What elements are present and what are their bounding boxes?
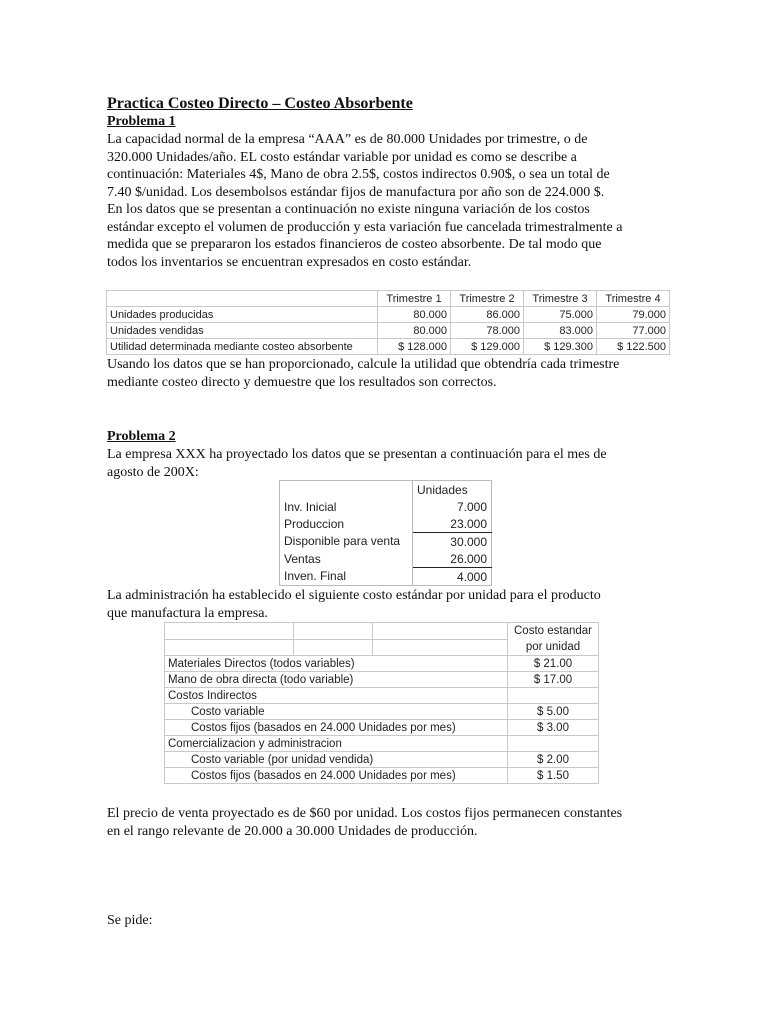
- row-label: Ventas: [280, 550, 413, 568]
- text-line: todos los inventarios se encuentran expresados en costo estándar.: [107, 254, 472, 270]
- table-row: [165, 768, 599, 784]
- row-label: Unidades producidas: [107, 307, 378, 323]
- row-label: Materiales Directos (todos variables): [165, 656, 508, 672]
- table-row: [165, 656, 599, 672]
- table-cell: $ 122.500: [597, 339, 670, 355]
- table-cell: $ 1.50: [508, 768, 599, 784]
- table-cell: [107, 291, 378, 307]
- table-cell: $ 129.000: [451, 339, 524, 355]
- table-cell: 80.000: [378, 323, 451, 339]
- table-row: [280, 533, 492, 551]
- document-page: [107, 94, 660, 271]
- problem-2-heading: Problema 2: [107, 429, 176, 444]
- row-label: Costos fijos (basados en 24.000 Unidades por mes): [165, 720, 508, 736]
- table-cell: $ 21.00: [508, 656, 599, 672]
- table-cell: $ 129.300: [524, 339, 597, 355]
- table-cell: [508, 736, 599, 752]
- table-cell: 77.000: [597, 323, 670, 339]
- table-row: [165, 752, 599, 768]
- text-line: 7.40 $/unidad. Los desembolsos estándar fijos de manufactura por año son de 224.000 $.: [107, 184, 605, 200]
- table-header-row: [107, 291, 670, 307]
- table-cell: $ 128.000: [378, 339, 451, 355]
- column-header: Costo estandar: [508, 623, 599, 640]
- problem-1-heading: Problema 1: [107, 114, 176, 129]
- table-row: [280, 568, 492, 586]
- row-label: Costos Indirectos: [165, 688, 508, 704]
- table-row: [107, 339, 670, 355]
- problem-1-paragraph: [107, 131, 660, 271]
- text-line: medida que se prepararon los estados financieros de costeo absorbente. De tal modo que: [107, 237, 602, 252]
- table-row: [165, 736, 599, 752]
- table-row: [107, 323, 670, 339]
- row-label: Produccion: [280, 515, 413, 533]
- table-cell: [373, 640, 508, 656]
- row-label: Utilidad determinada mediante costeo absorbente: [107, 339, 378, 355]
- table-cell: 75.000: [524, 307, 597, 323]
- standard-cost-table: [164, 622, 599, 784]
- column-header: Trimestre 1: [378, 291, 451, 307]
- row-label: Inv. Inicial: [280, 498, 413, 515]
- table-cell: 30.000: [450, 534, 487, 549]
- table-row: [280, 515, 492, 533]
- table-row: [280, 550, 492, 568]
- table-cell: $ 3.00: [508, 720, 599, 736]
- table-cell: $ 5.00: [508, 704, 599, 720]
- table-row: [165, 720, 599, 736]
- text-line: En los datos que se presentan a continuación no existe ninguna variación de los costos: [107, 202, 590, 217]
- text-line: mediante costeo directo y demuestre que los resultados son correctos.: [107, 374, 497, 390]
- row-label: Unidades vendidas: [107, 323, 378, 339]
- table-row: [165, 672, 599, 688]
- row-label: Costos fijos (basados en 24.000 Unidades por mes): [165, 768, 508, 784]
- table-row: [107, 307, 670, 323]
- row-label: Costo variable: [165, 704, 508, 720]
- table-header-row: [165, 623, 599, 640]
- text-line: La capacidad normal de la empresa “AAA” es de 80.000 Unidades por trimestre, o de: [107, 132, 588, 147]
- row-label: Mano de obra directa (todo variable): [165, 672, 508, 688]
- text-line: agosto de 200X:: [107, 464, 199, 480]
- table-row: [165, 688, 599, 704]
- column-header: Trimestre 4: [597, 291, 670, 307]
- table-header-row: [280, 481, 492, 499]
- text-line: en el rango relevante de 20.000 a 30.000 Unidades de producción.: [107, 823, 478, 839]
- text-line: La empresa XXX ha proyectado los datos que se presentan a continuación para el mes de: [107, 447, 607, 462]
- row-label: Inven. Final: [280, 568, 413, 586]
- text-line: continuación: Materiales 4$, Mano de obra 2.5$, costos indirectos 0.90$, o sea un total de: [107, 167, 610, 182]
- table-cell: 79.000: [597, 307, 670, 323]
- table-cell: [280, 481, 413, 499]
- column-header: por unidad: [508, 640, 599, 656]
- table-cell: [294, 623, 373, 640]
- se-pide-label: Se pide:: [107, 913, 153, 928]
- text-line: Usando los datos que se han proporcionado, calcule la utilidad que obtendría cada trimestre: [107, 357, 620, 372]
- table-header-row: [165, 640, 599, 656]
- table-cell: 83.000: [524, 323, 597, 339]
- column-header: Trimestre 2: [451, 291, 524, 307]
- row-label: Disponible para venta: [280, 533, 413, 551]
- table-cell: 26.000: [413, 550, 492, 568]
- problem-2-intro: [107, 446, 667, 481]
- column-header: Unidades: [417, 482, 468, 497]
- text-line: La administración ha establecido el siguiente costo estándar por unidad para el producto: [107, 588, 601, 603]
- table-cell: [373, 623, 508, 640]
- table-cell: [294, 640, 373, 656]
- table-cell: [165, 623, 294, 640]
- table-cell: 80.000: [378, 307, 451, 323]
- table-cell: [508, 688, 599, 704]
- table-cell: 23.000: [413, 515, 492, 533]
- problem-1-question: [107, 356, 667, 391]
- row-label: Comercializacion y administracion: [165, 736, 508, 752]
- column-header: Trimestre 3: [524, 291, 597, 307]
- quarterly-table: [106, 290, 670, 355]
- table-cell: $ 2.00: [508, 752, 599, 768]
- units-table: [279, 480, 492, 586]
- table-row: [165, 704, 599, 720]
- table-cell: 78.000: [451, 323, 524, 339]
- row-label: Costo variable (por unidad vendida): [165, 752, 508, 768]
- table-cell: 7.000: [456, 499, 487, 514]
- text-line: El precio de venta proyectado es de $60 por unidad. Los costos fijos permanecen constantes: [107, 806, 623, 821]
- table-cell: $ 17.00: [508, 672, 599, 688]
- table-cell: 4.000: [456, 569, 487, 584]
- table-cell: 86.000: [451, 307, 524, 323]
- text-line: 320.000 Unidades/año. EL costo estándar variable por unidad es como se describe a: [107, 149, 577, 165]
- document-title: Practica Costeo Directo – Costeo Absorbente: [107, 95, 413, 112]
- text-line: estándar excepto el volumen de producción y esta variación fue cancelada trimestralmente a: [107, 219, 623, 235]
- table-row: [280, 498, 492, 515]
- problem-2-price: [107, 805, 677, 840]
- text-line: que manufactura la empresa.: [107, 605, 268, 621]
- problem-2-cost-intro: [107, 587, 667, 622]
- table-cell: [165, 640, 294, 656]
